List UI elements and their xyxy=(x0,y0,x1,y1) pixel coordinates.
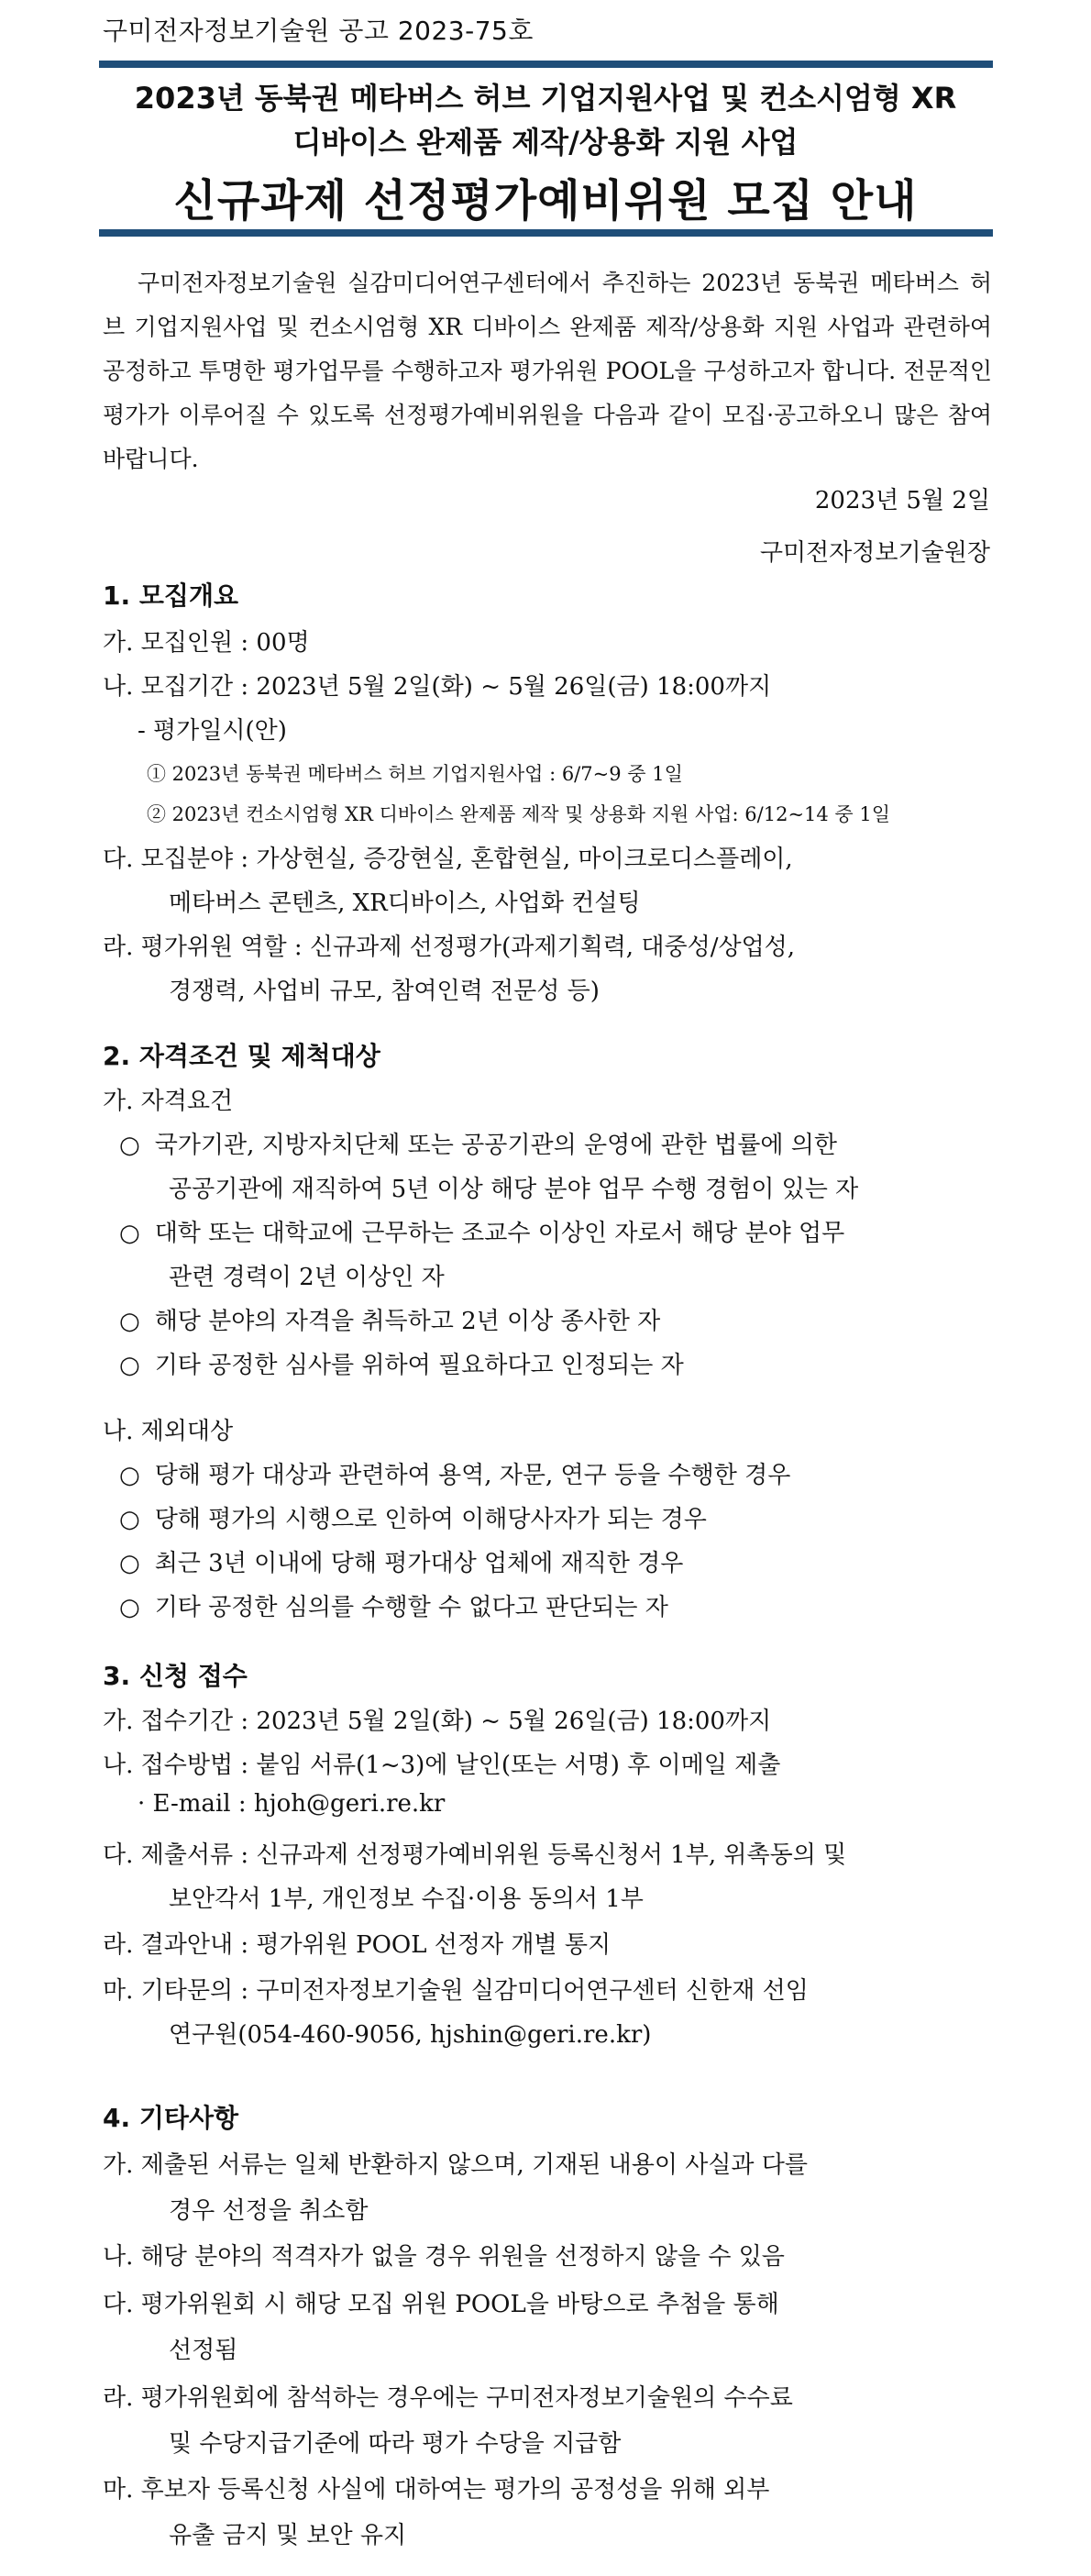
notice-number: 구미전자정보기술원 공고 2023-75호 xyxy=(103,16,534,46)
s2-a-list-item-1-cont: 공공기관에 재직하여 5년 이상 해당 분야 업무 수행 경험이 있는 자 xyxy=(169,1176,859,1203)
s3-item-b: 나. 접수방법 : 붙임 서류(1~3)에 날인(또는 서명) 후 이메일 제출 xyxy=(103,1752,781,1779)
s2-a-list-item-3 xyxy=(119,1302,660,1336)
s3-item-d: 라. 결과안내 : 평가위원 POOL 선정자 개별 통지 xyxy=(103,1931,612,1959)
list-item-text: 당해 평가 대상과 관련하여 용역, 자문, 연구 등을 수행한 경우 xyxy=(154,1462,791,1489)
s4-item-a-line-2: 경우 선정을 취소함 xyxy=(169,2197,369,2225)
s2-b-list-item-1 xyxy=(119,1456,790,1490)
s4-item-e-line-2: 유출 금지 및 보안 유지 xyxy=(169,2522,407,2549)
s1-item-d-line-2: 경쟁력, 사업비 규모, 참여인력 전문성 등) xyxy=(169,978,600,1005)
title-top-rule xyxy=(99,61,993,68)
s1-item-b-sub-1: ① 2023년 동북권 메타버스 허브 기업지원사업 : 6/7~9 중 1일 xyxy=(147,763,683,785)
s4-item-d-line-1: 라. 평가위원회에 참석하는 경우에는 구미전자정보기술원의 수수료 xyxy=(103,2384,793,2412)
intro-paragraph: 구미전자정보기술원 실감미디어연구센터에서 추진하는 2023년 동북권 메타버스 허브 기업지원사업 및 컨소시엄형 XR 디바이스 완제품 제작/상용화 지원 사업과 관련하여 공정하고 투명한 평가업무를 수행하고자 평가위원 POOL을 구성하고자 합니다. 전문적인 평가가 이루어질 수 있도록 선정평가예비위원을 다음과 같이 모집·공고하오니 많은 참여 바랍니다. xyxy=(103,270,992,472)
s3-item-e-line-2: 연구원(054-460-9056, hjshin@geri.re.kr) xyxy=(169,2021,652,2049)
list-item-text: 기타 공정한 심의를 수행할 수 없다고 판단되는 자 xyxy=(154,1594,668,1621)
main-title: 신규과제 선정평가예비위원 모집 안내 xyxy=(173,175,918,227)
s2-a-list-item-2-cont: 관련 경력이 2년 이상인 자 xyxy=(169,1264,445,1291)
circle-bullet-icon: ○ xyxy=(119,1308,140,1335)
sender: 구미전자정보기술원장 xyxy=(759,539,990,567)
s2-a-list-item-4 xyxy=(119,1346,684,1380)
s1-item-b: 나. 모집기간 : 2023년 5월 2일(화) ~ 5월 26일(금) 18:00까지 xyxy=(103,673,772,701)
s1-item-c-line-2: 메타버스 콘텐츠, XR디바이스, 사업화 컨설팅 xyxy=(169,890,641,917)
s1-item-b-sub-2: ② 2023년 컨소시엄형 XR 디바이스 완제품 제작 및 상용화 지원 사업: 6/12~14 중 1일 xyxy=(147,803,891,825)
s4-item-d-line-2: 및 수당지급기준에 따라 평가 수당을 지급함 xyxy=(169,2430,622,2458)
circle-bullet-icon: ○ xyxy=(119,1352,140,1379)
s2-b-list-item-3 xyxy=(119,1544,683,1578)
list-item-text: 국가기관, 지방자치단체 또는 공공기관의 운영에 관한 법률에 의한 xyxy=(154,1132,837,1159)
s2-a-list-item-1 xyxy=(119,1126,837,1160)
circle-bullet-icon: ○ xyxy=(119,1594,140,1621)
section-3-heading: 3. 신청 접수 xyxy=(103,1661,248,1691)
s3-item-a: 가. 접수기간 : 2023년 5월 2일(화) ~ 5월 26일(금) 18:00까지 xyxy=(103,1708,772,1735)
s2-b-list-item-4 xyxy=(119,1588,668,1622)
title-line-1: 2023년 동북권 메타버스 허브 기업지원사업 및 컨소시엄형 XR xyxy=(134,81,957,116)
section-1-heading: 1. 모집개요 xyxy=(103,580,239,611)
s4-item-c-line-1: 다. 평가위원회 시 해당 모집 위원 POOL을 바탕으로 추첨을 통해 xyxy=(103,2291,779,2318)
s1-item-a: 가. 모집인원 : 00명 xyxy=(103,629,310,657)
circle-bullet-icon: ○ xyxy=(119,1550,140,1577)
s3-email: · E-mail : hjoh@geri.re.kr xyxy=(138,1790,446,1818)
s1-item-d-line-1: 라. 평가위원 역할 : 신규과제 선정평가(과제기획력, 대중성/상업성, xyxy=(103,934,796,961)
circle-bullet-icon: ○ xyxy=(119,1506,140,1533)
s1-item-c-line-1: 다. 모집분야 : 가상현실, 증강현실, 혼합현실, 마이크로디스플레이, xyxy=(103,846,793,873)
circle-bullet-icon: ○ xyxy=(119,1132,140,1159)
s2-item-b: 나. 제외대상 xyxy=(103,1418,234,1445)
list-item-text: 대학 또는 대학교에 근무하는 조교수 이상인 자로서 해당 분야 업무 xyxy=(154,1220,845,1247)
section-4-heading: 4. 기타사항 xyxy=(103,2103,239,2133)
s4-item-c-line-2: 선정됨 xyxy=(169,2337,238,2364)
s3-item-e-line-1: 마. 기타문의 : 구미전자정보기술원 실감미디어연구센터 신한재 선임 xyxy=(103,1977,809,2005)
s4-item-a-line-1: 가. 제출된 서류는 일체 반환하지 않으며, 기재된 내용이 사실과 다를 xyxy=(103,2151,809,2179)
title-line-2: 디바이스 완제품 제작/상용화 지원 사업 xyxy=(292,125,799,160)
list-item-text: 기타 공정한 심사를 위하여 필요하다고 인정되는 자 xyxy=(154,1352,684,1379)
s3-item-c-line-1: 다. 제출서류 : 신규과제 선정평가예비위원 등록신청서 1부, 위촉동의 및 xyxy=(103,1841,847,1869)
s1-item-b-sub: - 평가일시(안) xyxy=(138,717,287,745)
s4-item-b: 나. 해당 분야의 적격자가 없을 경우 위원을 선정하지 않을 수 있음 xyxy=(103,2243,785,2271)
title-bottom-rule xyxy=(99,229,993,237)
list-item-text: 최근 3년 이내에 당해 평가대상 업체에 재직한 경우 xyxy=(154,1550,684,1577)
announcement-date: 2023년 5월 2일 xyxy=(814,487,990,514)
s4-item-e-line-1: 마. 후보자 등록신청 사실에 대하여는 평가의 공정성을 위해 외부 xyxy=(103,2476,770,2504)
s2-a-list-item-2 xyxy=(119,1214,844,1248)
s2-item-a: 가. 자격요건 xyxy=(103,1088,234,1115)
s3-item-c-line-2: 보안각서 1부, 개인정보 수집·이용 동의서 1부 xyxy=(169,1885,644,1913)
list-item-text: 해당 분야의 자격을 취득하고 2년 이상 종사한 자 xyxy=(154,1308,661,1335)
circle-bullet-icon: ○ xyxy=(119,1462,140,1489)
section-2-heading: 2. 자격조건 및 제척대상 xyxy=(103,1041,380,1071)
circle-bullet-icon: ○ xyxy=(119,1220,140,1247)
s2-b-list-item-2 xyxy=(119,1500,707,1534)
list-item-text: 당해 평가의 시행으로 인하여 이해당사자가 되는 경우 xyxy=(154,1506,707,1533)
